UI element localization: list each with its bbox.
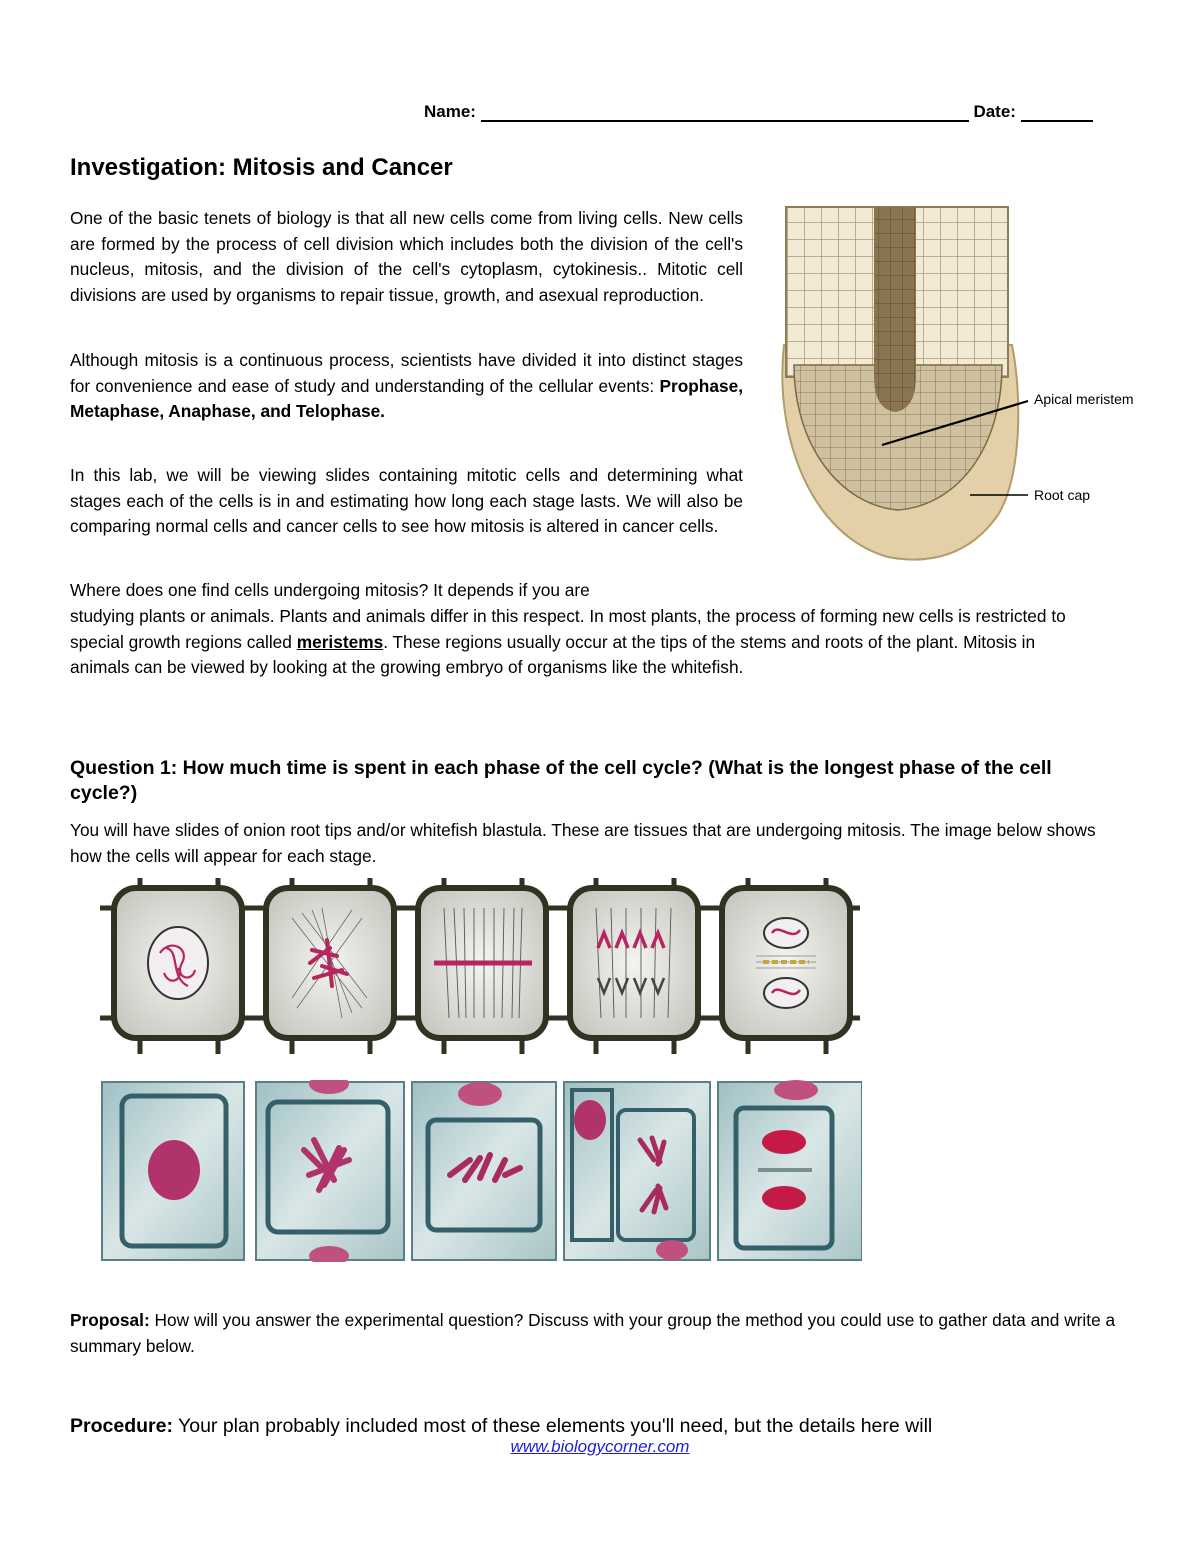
root-vascular-core	[874, 207, 916, 412]
name-label: Name:	[424, 102, 476, 121]
question-1-heading: Question 1: How much time is spent in each phase of the cell cycle? (What is the longest phase of the cell cycle?)	[70, 757, 1052, 804]
lab-paragraph: In this lab, we will be viewing slides containing mitotic cells and determining what stages each of the cells is in and estimating how long each stage lasts. We will also be comparing normal cells and cancer cells to see how mitosis is altered in cancer cells.	[70, 465, 743, 536]
procedure-text: Your plan probably included most of these elements you'll need, but the details here will	[172, 1415, 933, 1437]
root-cap-label: Root cap	[1034, 487, 1091, 503]
meristems-term: meristems	[296, 631, 384, 652]
intro-paragraph: One of the basic tenets of biology is that all new cells come from living cells. New cells are formed by the process of cell division which includes both the division of the cell's nucleus, mitosis, and the division of the cell's cytoplasm, cytokinesis.. Mitotic cell divisions are used by organisms to repair tissue, growth, and asexual reproduction.	[70, 208, 743, 305]
proposal-text: How will you answer the experimental question? Discuss with your group the method you could use to gather data and write a summary below.	[70, 1310, 1116, 1356]
meristem-text-b: . These regions usually occur at the tips of the stems and roots of the plant. Mitosis in animals can be viewed by looking at the growing embryo of organisms like the whitefish.	[70, 631, 1036, 677]
name-field[interactable]	[481, 104, 969, 122]
diagram-metaphase	[404, 878, 562, 1054]
apical-meristem-label: Apical meristem	[1034, 391, 1134, 407]
question-1-description: You will have slides of onion root tips and/or whitefish blastula. These are tissues that are undergoing mitosis. The image below shows how the cells will appear for each stage.	[70, 820, 1096, 866]
footer-link[interactable]: www.biologycorner.com	[510, 1437, 690, 1456]
micrograph-prophase	[256, 1080, 404, 1262]
diagram-interphase	[100, 878, 258, 1054]
stages-text: Although mitosis is a continuous process, scientists have divided it into distinct stages for convenience and ease of study and understanding of the cellular events:	[70, 350, 743, 396]
page-title: Investigation: Mitosis and Cancer	[70, 154, 453, 181]
stages-paragraph	[70, 348, 743, 425]
procedure-label: Procedure:	[70, 1415, 173, 1437]
meristem-paragraph	[70, 604, 1082, 681]
meristem-text-a: studying plants or animals. Plants and animals differ in this respect. In most plants, the process of forming new cells is restricted to special growth regions called	[70, 606, 1066, 652]
diagram-prophase	[252, 878, 410, 1054]
name-date-header	[424, 102, 1093, 122]
page-footer	[0, 1437, 1200, 1457]
micrograph-anaphase	[564, 1082, 710, 1260]
proposal-section	[70, 1308, 1130, 1359]
onion-root-micrographs	[100, 1080, 862, 1262]
meristem-paragraph-line1: Where does one find cells undergoing mitosis? It depends if you are	[70, 580, 590, 600]
date-field[interactable]	[1021, 104, 1093, 122]
procedure-section	[70, 1414, 1150, 1439]
diagram-anaphase	[556, 878, 714, 1054]
proposal-label: Proposal:	[70, 1310, 150, 1330]
mitosis-stage-diagrams	[100, 878, 860, 1056]
diagram-telophase	[708, 878, 860, 1054]
micrograph-telophase	[718, 1080, 862, 1260]
micrograph-metaphase	[412, 1082, 556, 1260]
root-tip-figure	[770, 205, 1160, 570]
date-label: Date:	[973, 102, 1016, 121]
stages-bold: Prophase, Metaphase, Anaphase, and Telophase.	[70, 375, 743, 421]
micrograph-interphase	[102, 1082, 244, 1260]
